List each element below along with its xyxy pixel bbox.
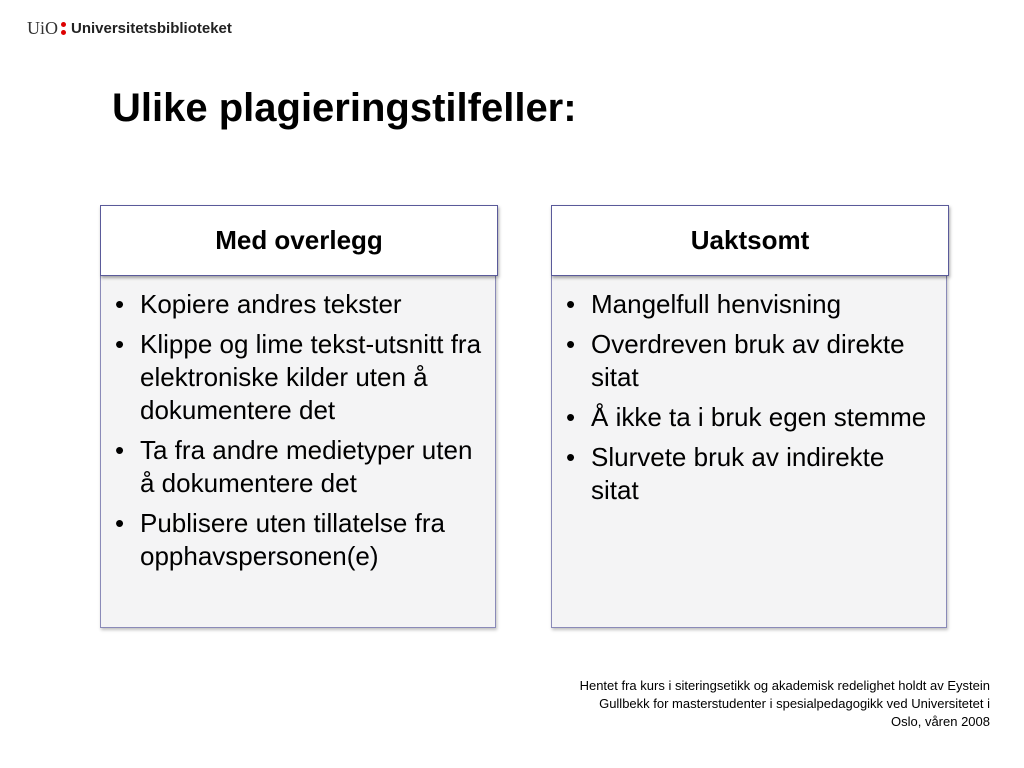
bullet-icon: • [115,435,125,465]
logo-library-name: Universitetsbiblioteket [71,19,232,37]
bullet-icon: • [115,329,125,359]
list-item-text: Ta fra andre medietyper uten å dokumentere det [140,435,473,498]
list-item-text: Klippe og lime tekst-utsnitt fra elektroniske kilder uten å dokumentere det [140,329,482,425]
source-note [500,677,990,731]
column-body [551,276,947,628]
column-med-overlegg [100,205,498,628]
bullet-icon: • [566,442,576,472]
list-item-text: Slurvete bruk av indirekte sitat [591,442,885,505]
bullet-list [101,276,495,573]
logo-uio-text: UiO [27,17,58,38]
list-item-text: Mangelfull henvisning [591,289,842,319]
list-item [115,288,485,321]
column-header: Uaktsomt [551,205,949,276]
list-item [115,507,485,573]
logo-dots-icon [61,22,66,35]
bullet-icon: • [566,289,576,319]
bullet-icon: • [115,289,125,319]
list-item [566,328,936,394]
bullet-icon: • [566,329,576,359]
list-item [115,328,485,427]
bullet-icon: • [115,508,125,538]
source-line: Oslo, våren 2008 [890,714,990,729]
list-item-text: Publisere uten tillatelse fra opphavspersonen(e) [140,508,445,571]
column-uaktsomt [551,205,949,628]
uio-logo[interactable] [27,18,232,38]
list-item [115,434,485,500]
list-item [566,401,936,434]
list-item-text: Overdreven bruk av direkte sitat [591,329,905,392]
source-line: Hentet fra kurs i siteringsetikk og akademisk redelighet holdt av Eystein [579,678,990,693]
bullet-list [552,276,946,507]
list-item-text: Kopiere andres tekster [140,289,402,319]
list-item [566,288,936,321]
slide-title: Ulike plagieringstilfeller: [112,86,577,130]
list-item [566,441,936,507]
column-body [100,276,496,628]
source-line: Gullbekk for masterstudenter i spesialpedagogikk ved Universitetet i [599,696,990,711]
column-header: Med overlegg [100,205,498,276]
list-item-text: Å ikke ta i bruk egen stemme [591,402,927,432]
bullet-icon: • [566,402,576,432]
